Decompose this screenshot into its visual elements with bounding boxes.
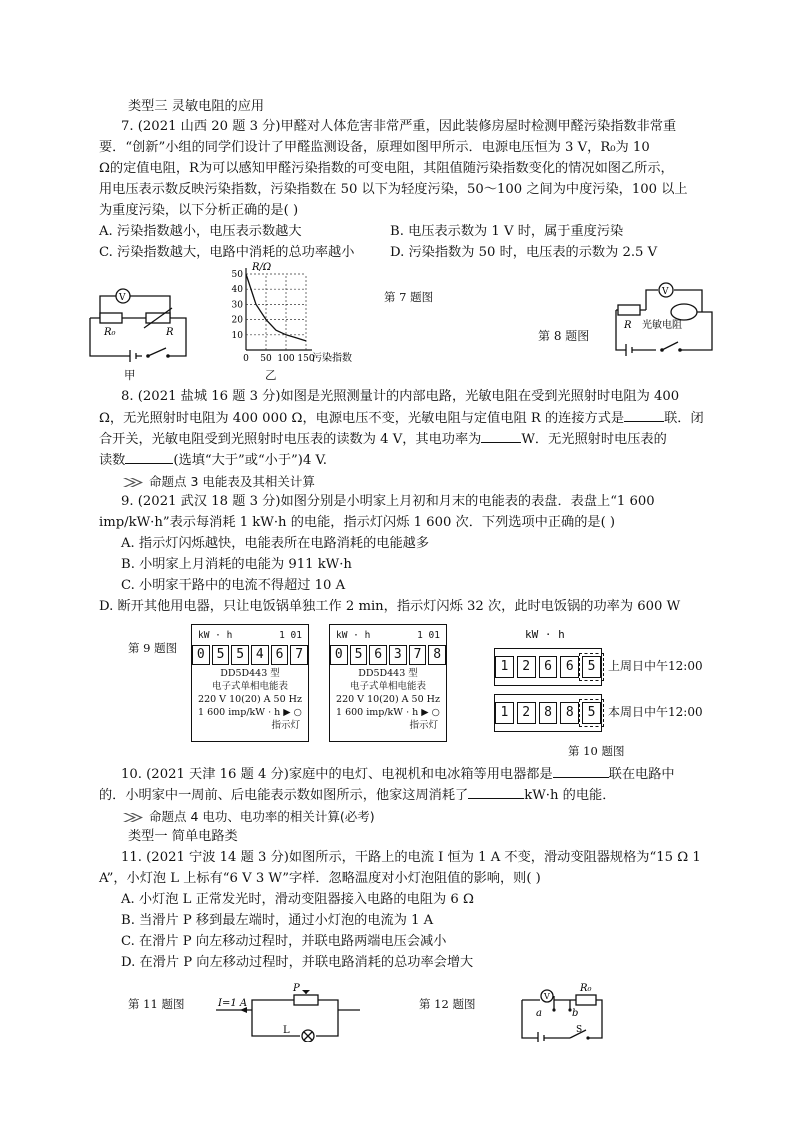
meter-reading-last-week: 1 2 6 6 5 <box>494 648 602 686</box>
q11-line: 11. (2021 宁波 14 题 3 分)如图所示，干路上的电流 I 恒为 1 A 不变，滑动变阻器规格为“15 Ω 1 <box>121 850 701 865</box>
section-heading: 类型一 简单电路类 <box>128 829 238 844</box>
x-tick-label: 150 <box>297 354 315 364</box>
q11-option-d: D. 在滑片 P 向左移动过程时，并联电路消耗的总功率会增大 <box>121 955 474 970</box>
q11-option-b: B. 当滑片 P 移到最左端时，通过小灯泡的电流为 1 A <box>121 913 434 928</box>
meter-digits: 0 5 5 4 6 7 <box>192 645 308 665</box>
q7-line: 为重度污染，以下分析正确的是( ) <box>99 203 299 218</box>
q8-line: 合开关，光敏电阻受到光照射时电压表的读数为 4 V，其电功率为 W．无光照射时电压表的 <box>99 429 667 450</box>
voltmeter-label: V <box>119 293 126 303</box>
r-label: R <box>166 327 174 338</box>
x-tick-label: 50 <box>260 354 272 364</box>
chart-xlabel: 污染指数 <box>312 353 352 364</box>
y-tick-label: 30 <box>231 300 243 311</box>
q9-option-b: B. 小明家上月消耗的电能为 911 kW·h <box>121 557 352 572</box>
point-b-label: b <box>572 1008 579 1019</box>
q7-option-a: A. 污染指数越小，电压表示数越大 <box>99 224 302 239</box>
q11-option-a: A. 小灯泡 L 正常发光时，滑动变阻器接入电路的电阻为 6 Ω <box>121 892 474 907</box>
ldr-label: 光敏电阻 <box>642 320 682 331</box>
y-tick-label: 50 <box>231 270 243 280</box>
energy-meter-end: kW · h 1 01 0 5 6 3 7 8 DD5D443 型 电子式单相电能表 220 V 10(20) A 50 Hz 1 600 imp/kW · h ▶ ○ 指示灯 <box>329 624 447 742</box>
topic-heading: 命题点 4 电功、电功率的相关计算(必考) <box>123 807 375 825</box>
q9-option-a: A. 指示灯闪烁越快，电能表所在电路消耗的电能越多 <box>121 536 430 551</box>
r0-label: R₀ <box>580 983 592 994</box>
meter-reading-this-week: 1 2 8 8 5 <box>494 694 602 732</box>
q8-circuit <box>606 278 718 358</box>
q7-line: 7. (2021 山西 20 题 3 分)甲醛对人体危害非常严重，因此装修房屋时检测甲醛污染指数非常重 <box>121 119 677 134</box>
q9-figure-label: 第 9 题图 <box>128 641 178 655</box>
q7-figure-label: 第 7 题图 <box>384 290 434 304</box>
x-tick-label: 100 <box>277 354 295 364</box>
voltmeter-label: V <box>662 287 669 297</box>
caption-yi: 乙 <box>265 368 277 382</box>
q10-unit: kW · h <box>525 628 565 641</box>
q11-option-c: C. 在滑片 P 向左移动过程时，并联电路两端电压会减小 <box>121 934 447 949</box>
q11-line: A”，小灯泡 L 上标有“6 V 3 W”字样．忽略温度对小灯泡阻值的影响，则( ) <box>99 871 541 886</box>
topic-heading: 命题点 3 电能表及其相关计算 <box>123 472 315 490</box>
q10-line: 的．小明家中一周前、后电能表示数如图所示，他家这周消耗了 kW·h 的电能． <box>99 785 615 806</box>
current-label: I=1 A <box>218 998 248 1009</box>
q8-line: 读数 (选填“大于”或“小于”)4 V. <box>99 450 327 471</box>
q7-chart <box>222 260 362 372</box>
q7-option-c: C. 污染指数越大，电路中消耗的总功率越小 <box>99 245 355 260</box>
caption-jia: 甲 <box>124 368 136 382</box>
q7-option-b: B. 电压表示数为 1 V 时，属于重度污染 <box>390 224 624 239</box>
series-line-r <box>246 274 306 341</box>
meter-digits: 0 5 6 3 7 8 <box>330 645 446 665</box>
slider-label: P <box>293 983 300 994</box>
q12-circuit <box>514 980 606 1042</box>
energy-meter-start: kW · h 1 01 0 5 5 4 6 7 DD5D443 型 电子式单相电能表 220 V 10(20) A 50 Hz 1 600 imp/kW · h ▶ ○ 指示灯 <box>191 624 309 742</box>
q7-circuit-jia <box>82 280 192 370</box>
q9-option-c: C. 小明家干路中的电流不得超过 10 A <box>121 578 346 593</box>
y-tick-label: 10 <box>231 330 243 341</box>
y-tick-label: 40 <box>231 285 243 296</box>
arrow-icon <box>123 478 143 487</box>
q10-figure-label: 第 10 题图 <box>568 744 625 758</box>
q7-line: Ω的定值电阻，R为可以感知甲醛污染指数的可变电阻，其阻值随污染指数变化的情况如图乙所示， <box>99 161 674 176</box>
q8-figure-label: 第 8 题图 <box>538 329 590 343</box>
section-heading: 类型三 灵敏电阻的应用 <box>128 99 265 114</box>
this-week-label: 本周日中午12:00 <box>608 705 703 719</box>
q10-line: 10. (2021 天津 16 题 4 分)家庭中的电灯、电视机和电冰箱等用电器都是 联在电路中 <box>121 764 675 785</box>
r-label: R <box>624 320 632 331</box>
arrow-icon <box>123 813 143 822</box>
q9-line: 9. (2021 武汉 18 题 3 分)如图分别是小明家上月初和月末的电能表的表盘．表盘上“1 600 <box>121 494 655 509</box>
q9-line: imp/kW·h”表示每消耗 1 kW·h 的电能，指示灯闪烁 1 600 次．下列选项中正确的是( ) <box>99 515 616 530</box>
q12-figure-label: 第 12 题图 <box>419 997 476 1011</box>
y-tick-label: 20 <box>231 315 243 326</box>
q9-option-d: D. 断开其他用电器，只让电饭锅单独工作 2 min，指示灯闪烁 32 次，此时电饭锅的功率为 600 W <box>99 599 681 614</box>
q7-line: 要．“创新”小组的同学们设计了甲醛监测设备，原理如图甲所示．电源电压恒为 3 V，R₀为 10 <box>99 140 650 155</box>
last-week-label: 上周日中午12:00 <box>608 659 703 673</box>
chart-ylabel: R/Ω <box>252 262 272 273</box>
q8-line: Ω，无光照射时电阻为 400 000 Ω，电源电压不变，光敏电阻与定值电阻 R 的连接方式是 联．闭 <box>99 408 704 429</box>
q8-line: 8. (2021 盐城 16 题 3 分)如图是光照测量计的内部电路，光敏电阻在受到光照射时电阻为 400 <box>121 389 680 404</box>
x-tick-label: 0 <box>243 354 249 364</box>
q11-figure-label: 第 11 题图 <box>128 997 185 1011</box>
q7-line: 用电压表示数反映污染指数，污染指数在 50 以下为轻度污染，50～100 之间为中度污染，100 以上 <box>99 182 688 197</box>
lamp-label: L <box>283 1025 290 1036</box>
r0-label: R₀ <box>104 327 116 338</box>
q7-option-d: D. 污染指数为 50 时，电压表的示数为 2.5 V <box>390 245 658 260</box>
q11-circuit <box>214 980 362 1042</box>
switch-label: S <box>576 1025 583 1035</box>
point-a-label: a <box>536 1008 542 1019</box>
voltmeter-label: V <box>544 992 550 1001</box>
